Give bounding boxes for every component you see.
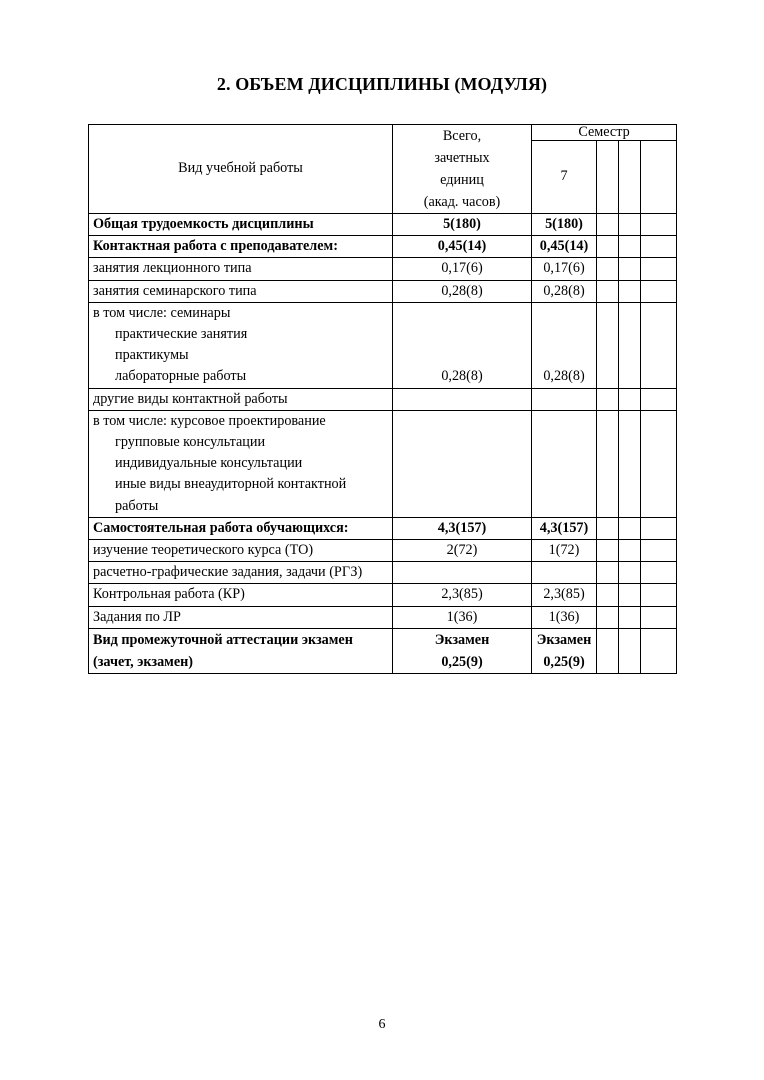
table-row: занятия лекционного типа 0,17(6) 0,17(6) [89,258,677,280]
section-heading: 2. ОБЪЕМ ДИСЦИПЛИНЫ (МОДУЛЯ) [216,74,548,94]
semester-header: Семестр [532,125,677,141]
table-row: расчетно-графические задания, задачи (РГЗ) [89,562,677,584]
work-type-header: Вид учебной работы [89,125,393,214]
total-header: Всего, зачетных единиц (акад. часов) [393,125,532,214]
table-row: Вид промежуточной аттестации экзамен (зачет, экзамен) Экзамен 0,25(9) Экзамен 0,25(9) [89,628,677,673]
table-row: другие виды контактной работы [89,388,677,410]
table-row: Задания по ЛР 1(36) 1(36) [89,606,677,628]
table-row: Контрольная работа (КР) 2,3(85) 2,3(85) [89,584,677,606]
table-row: изучение теоретического курса (ТО) 2(72) 1(72) [89,540,677,562]
table-row: Общая трудоемкость дисциплины 5(180) 5(180) [89,214,677,236]
table-row: в том числе: курсовое проектирование групповые консультации индивидуальные консультации иные виды внеаудиторной контактной работы [89,410,677,517]
table-header-row [89,125,677,141]
table-row: занятия семинарского типа 0,28(8) 0,28(8) [89,280,677,302]
semester-number: 7 [532,140,597,213]
discipline-volume-table [88,124,677,674]
table-row: Самостоятельная работа обучающихся: 4,3(157) 4,3(157) [89,517,677,539]
page-number: 6 [378,1017,386,1032]
table-row: в том числе: семинары практические занятия практикумы лабораторные работы 0,28(8) 0,28(8) [89,302,677,388]
table-row: Контактная работа с преподавателем: 0,45(14) 0,45(14) [89,236,677,258]
